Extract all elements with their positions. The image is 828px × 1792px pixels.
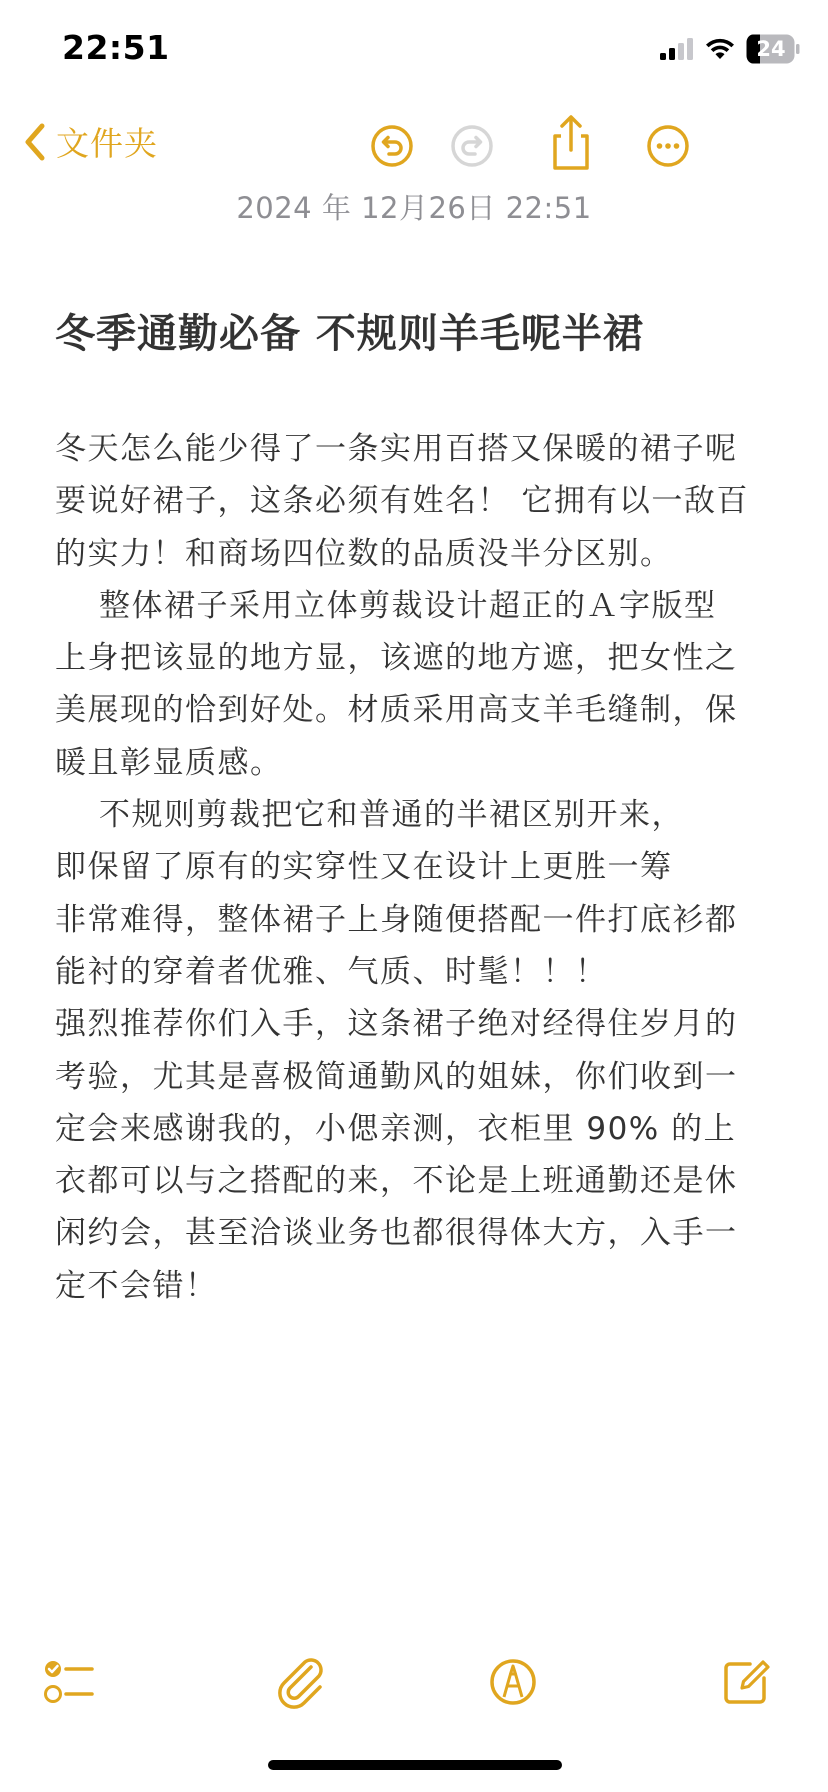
share-icon xyxy=(543,112,599,174)
battery-indicator xyxy=(746,34,800,64)
back-label: 文件夹 xyxy=(56,124,158,163)
note-line: 定不会错！ xyxy=(55,1267,218,1304)
note-line: 衣都可以与之搭配的来，不论是上班通勤还是休 xyxy=(55,1163,738,1200)
share-button[interactable] xyxy=(543,112,599,174)
note-body[interactable] xyxy=(55,423,785,1312)
note-line: 能衬的穿着者优雅、气质、时髦！！！ xyxy=(55,953,608,990)
note-title[interactable]: 冬季通勤必备 不规则羊毛呢半裙 xyxy=(55,311,644,357)
compose-button[interactable] xyxy=(714,1650,778,1714)
checklist-icon xyxy=(36,1650,100,1714)
status-icons xyxy=(660,32,800,66)
note-line: 暖且彰显质感。 xyxy=(55,744,283,781)
note-line: 强烈推荐你们入手，这条裙子绝对经得住岁月的 xyxy=(55,1006,738,1043)
redo-icon xyxy=(444,118,500,174)
back-button[interactable] xyxy=(22,118,158,165)
compose-icon xyxy=(714,1650,778,1714)
attachment-button[interactable] xyxy=(270,1650,334,1714)
chevron-left-icon xyxy=(22,122,48,162)
note-line: 不规则剪裁把它和普通的半裙区别开来， xyxy=(99,797,684,834)
note-line: 上身把该显的地方显，该遮的地方遮，把女性之 xyxy=(55,640,738,677)
undo-icon xyxy=(364,118,420,174)
note-date: 2024 年 12月26日 22:51 xyxy=(236,191,592,225)
nav-bar xyxy=(0,100,828,190)
paperclip-icon xyxy=(270,1650,334,1714)
note-line: 要说好裙子，这条必须有姓名！ 它拥有以一敌百 xyxy=(55,483,749,520)
signal-icon xyxy=(660,38,694,60)
redo-button[interactable] xyxy=(444,118,500,174)
status-time: 22:51 xyxy=(62,28,170,67)
battery-level: 24 xyxy=(756,37,786,61)
status-bar xyxy=(0,0,828,100)
more-icon xyxy=(640,118,696,174)
bottom-toolbar xyxy=(0,1640,828,1730)
note-line: 非常难得，整体裙子上身随便搭配一件打底衫都 xyxy=(55,901,738,938)
note-line: 的实力！和商场四位数的品质没半分区别。 xyxy=(55,535,673,572)
note-line: 闲约会，甚至洽谈业务也都很得体大方，入手一 xyxy=(55,1215,738,1252)
markup-pen-icon xyxy=(481,1650,545,1714)
markup-button[interactable] xyxy=(481,1650,545,1714)
home-indicator xyxy=(268,1760,562,1770)
checklist-button[interactable] xyxy=(36,1650,100,1714)
undo-button[interactable] xyxy=(364,118,420,174)
note-line: 美展现的恰到好处。材质采用高支羊毛缝制，保 xyxy=(55,692,738,729)
note-line: 即保留了原有的实穿性又在设计上更胜一筹 xyxy=(55,849,673,886)
note-line: 冬天怎么能少得了一条实用百搭又保暖的裙子呢 xyxy=(55,431,738,467)
note-line: 考验，尤其是喜极简通勤风的姐妹，你们收到一 xyxy=(55,1058,738,1095)
note-line: 整体裙子采用立体剪裁设计超正的Ａ字版型 xyxy=(99,587,717,624)
more-button[interactable] xyxy=(640,118,696,174)
wifi-icon xyxy=(704,37,736,61)
note-line: 定会来感谢我的，小偲亲测，衣柜里 90% 的上 xyxy=(55,1110,737,1147)
